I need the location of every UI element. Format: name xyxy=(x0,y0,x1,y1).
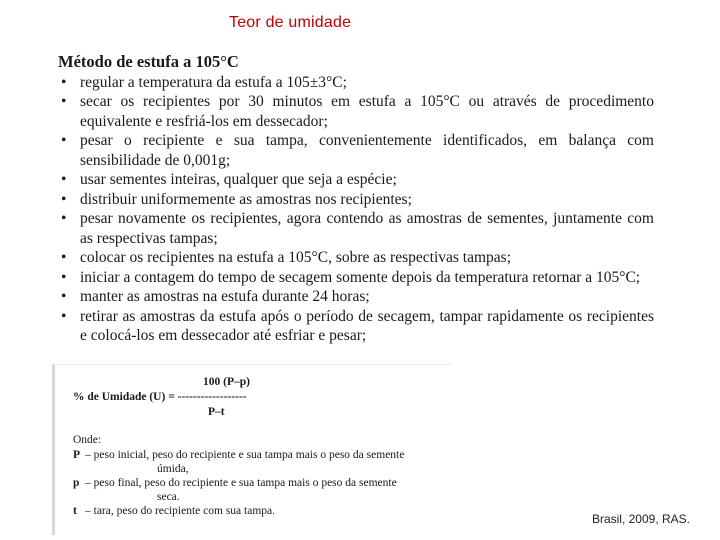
legend-symbol: P xyxy=(73,449,81,461)
source-citation: Brasil, 2009, RAS. xyxy=(591,512,690,526)
method-step: • manter as amostras na estufa durante 24 horas; xyxy=(58,287,654,307)
legend-symbol: t xyxy=(73,505,77,517)
formula-numerator: 100 (P–p) xyxy=(203,376,250,388)
method-steps-list xyxy=(58,73,654,346)
method-step: • retirar as amostras da estufa após o período de secagem, tampar rapidamente os recipientes e colocá-los em dessecador até esfriar e pesar; xyxy=(58,307,654,346)
moisture-formula-image xyxy=(52,364,453,535)
method-step: • iniciar a contagem do tempo de secagem somente depois da temperatura retornar a 105°C; xyxy=(58,268,654,288)
method-step: • pesar novamente os recipientes, agora contendo as amostras de sementes, juntamente com as respectivas tampas; xyxy=(58,209,654,248)
legend-item xyxy=(73,448,447,462)
method-heading: Método de estufa a 105°C xyxy=(58,52,239,71)
method-step: • regular a temperatura da estufa a 105±3°C; xyxy=(58,73,654,93)
method-step: • colocar os recipientes na estufa a 105°C, sobre as respectivas tampas; xyxy=(58,248,654,268)
formula-denominator: P–t xyxy=(208,406,225,418)
legend-continuation: seca. xyxy=(157,491,180,503)
method-step: • usar sementes inteiras, qualquer que seja a espécie; xyxy=(58,170,654,190)
method-section xyxy=(58,52,654,346)
method-step: • distribuir uniformemente as amostras nos recipientes; xyxy=(58,190,654,210)
legend-heading: Onde: xyxy=(73,434,102,446)
method-step: • pesar o recipiente e sua tampa, convenientemente identificados, em balança com sensibilidade de 0,001g; xyxy=(58,131,654,170)
legend-symbol: p xyxy=(73,477,80,489)
legend-continuation: úmida, xyxy=(157,463,189,475)
legend-item xyxy=(73,504,447,518)
legend-text: – peso final, peso do recipiente e sua tampa mais o peso da semente xyxy=(85,477,397,489)
legend-text: – peso inicial, peso do recipiente e sua tampa mais o peso da semente xyxy=(85,449,405,461)
legend-text: – tara, peso do recipiente com sua tampa. xyxy=(85,505,275,517)
slide-title: Teor de umidade xyxy=(229,14,352,31)
method-step: • secar os recipientes por 30 minutos em estufa a 105°C ou através de procedimento equivalente e resfriá-los em dessecador; xyxy=(58,92,654,131)
legend-item xyxy=(73,476,447,490)
formula-equation: % de Umidade (U) = ------------------ xyxy=(73,391,247,403)
formula-legend xyxy=(73,433,447,518)
